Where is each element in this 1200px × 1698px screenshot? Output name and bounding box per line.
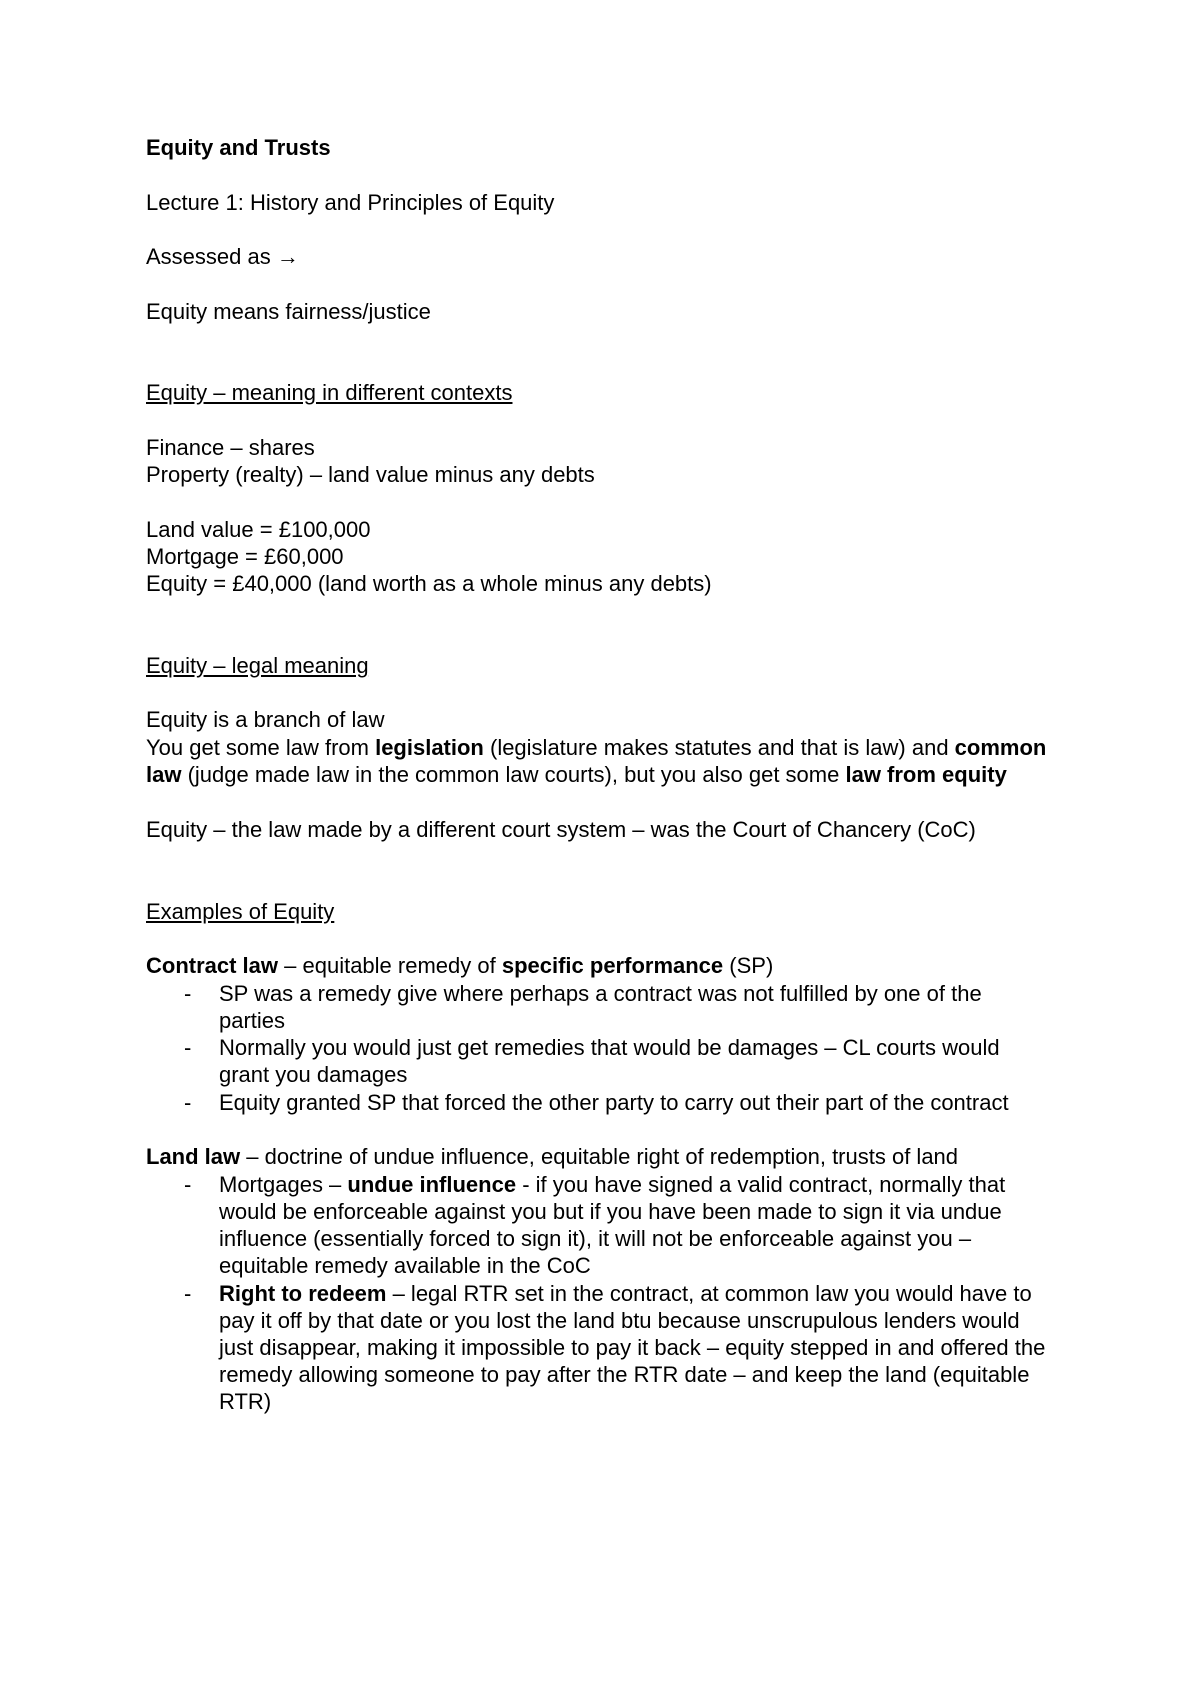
contexts-line: Property (realty) – land value minus any debts [146,462,595,487]
bullet-dash: - [184,981,192,1006]
lecture-title: Lecture 1: History and Principles of Equity [146,190,555,215]
bullet-text: Equity granted SP that forced the other party to carry out their part of the contract [219,1090,1009,1115]
contexts-line: Land value = £100,000 [146,517,371,542]
bullet-text: Normally you would just get remedies that would be damages – CL courts would [219,1035,1000,1060]
legal-heading: Equity – legal meaning [146,653,369,678]
bullet-text: Mortgages – undue influence - if you have signed a valid contract, normally that [219,1172,1006,1197]
legal-court-line: Equity – the law made by a different court system – was the Court of Chancery (CoC) [146,817,976,842]
bullet-text: grant you damages [219,1062,408,1087]
land-law-line: Land law – doctrine of undue influence, equitable right of redemption, trusts of land [146,1144,959,1169]
bullet-text: pay it off by that date or you lost the land btu because unscrupulous lenders would [219,1308,1020,1333]
equity-means-line: Equity means fairness/justice [146,299,431,324]
legal-paragraph-line: You get some law from legislation (legislature makes statutes and that is law) and common [146,735,1047,760]
contexts-line: Equity = £40,000 (land worth as a whole minus any debts) [146,571,712,596]
contract-law-line: Contract law – equitable remedy of specific performance (SP) [146,953,774,978]
bullet-dash: - [184,1035,192,1060]
examples-heading: Examples of Equity [146,899,335,924]
bullet-dash: - [184,1281,192,1306]
bullet-dash: - [184,1172,192,1197]
legal-paragraph-line: law (judge made law in the common law courts), but you also get some law from equity [146,762,1007,787]
contexts-heading: Equity – meaning in different contexts [146,380,513,405]
bullet-text: influence (essentially forced to sign it), it will not be enforceable against you – [219,1226,972,1251]
contexts-line: Finance – shares [146,435,315,460]
bullet-text: equitable remedy available in the CoC [219,1253,591,1278]
document-title: Equity and Trusts [146,135,331,160]
legal-branch-line: Equity is a branch of law [146,707,385,732]
contexts-line: Mortgage = £60,000 [146,544,344,569]
bullet-text: remedy allowing someone to pay after the RTR date – and keep the land (equitable [219,1362,1030,1387]
bullet-text: would be enforceable against you but if you have been made to sign it via undue [219,1199,1002,1224]
bullet-text: Right to redeem – legal RTR set in the contract, at common law you would have to [219,1281,1032,1306]
assessed-line: Assessed as → [146,244,299,269]
bullet-dash: - [184,1090,192,1115]
bullet-text: RTR) [219,1389,272,1414]
bullet-text: parties [219,1008,286,1033]
bullet-text: just disappear, making it impossible to pay it back – equity stepped in and offered the [219,1335,1046,1360]
bullet-text: SP was a remedy give where perhaps a contract was not fulfilled by one of the [219,981,982,1006]
